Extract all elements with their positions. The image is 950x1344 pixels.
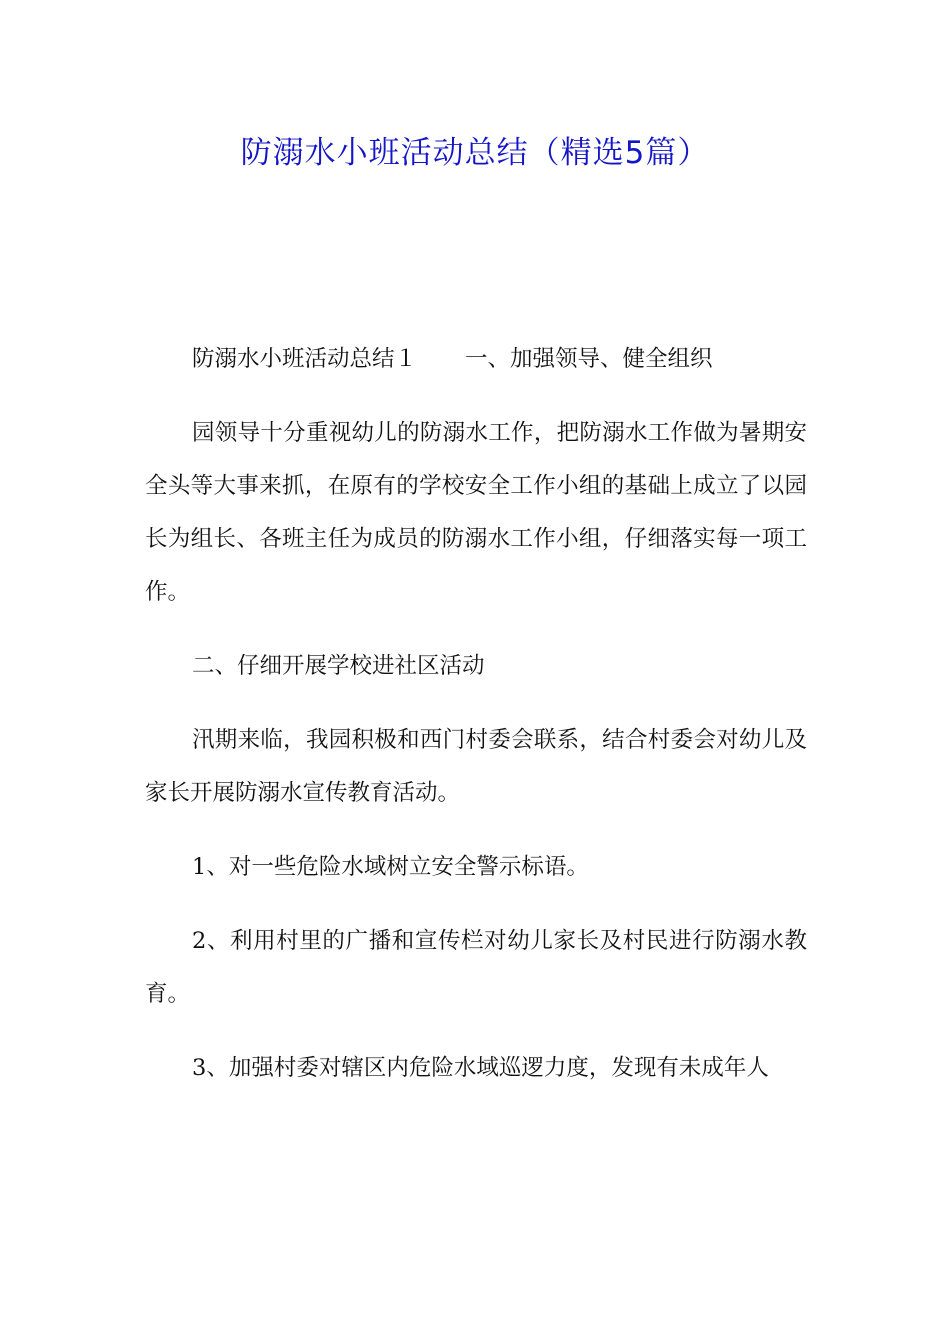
document-title: 防溺水小班活动总结（精选5篇） <box>240 135 710 171</box>
subsection-heading: 一、加强领导、健全组织 <box>465 346 713 372</box>
paragraph: 2、利用村里的广播和宣传栏对幼儿家长及村民进行防溺水教育。 <box>145 928 807 1007</box>
paragraph: 1、对一些危险水域树立安全警示标语。 <box>192 854 589 880</box>
paragraph: 3、加强村委对辖区内危险水域巡逻力度，发现有未成年人 <box>192 1055 769 1081</box>
paragraph: 园领导十分重视幼儿的防溺水工作，把防溺水工作做为暑期安全头等大事来抓，在原有的学校安全工作小组的基础上成立了以园长为组长、各班主任为成员的防溺水工作小组，仔细落实每一项工作。 <box>145 420 807 605</box>
document-body <box>145 333 807 1116</box>
paragraph-heading-line <box>145 333 807 386</box>
paragraph: 汛期来临，我园积极和西门村委会联系，结合村委会对幼儿及家长开展防溺水宣传教育活动。 <box>145 727 807 806</box>
section-title: 防溺水小班活动总结１ <box>192 346 418 372</box>
paragraph: 二、仔细开展学校进社区活动 <box>192 653 485 679</box>
